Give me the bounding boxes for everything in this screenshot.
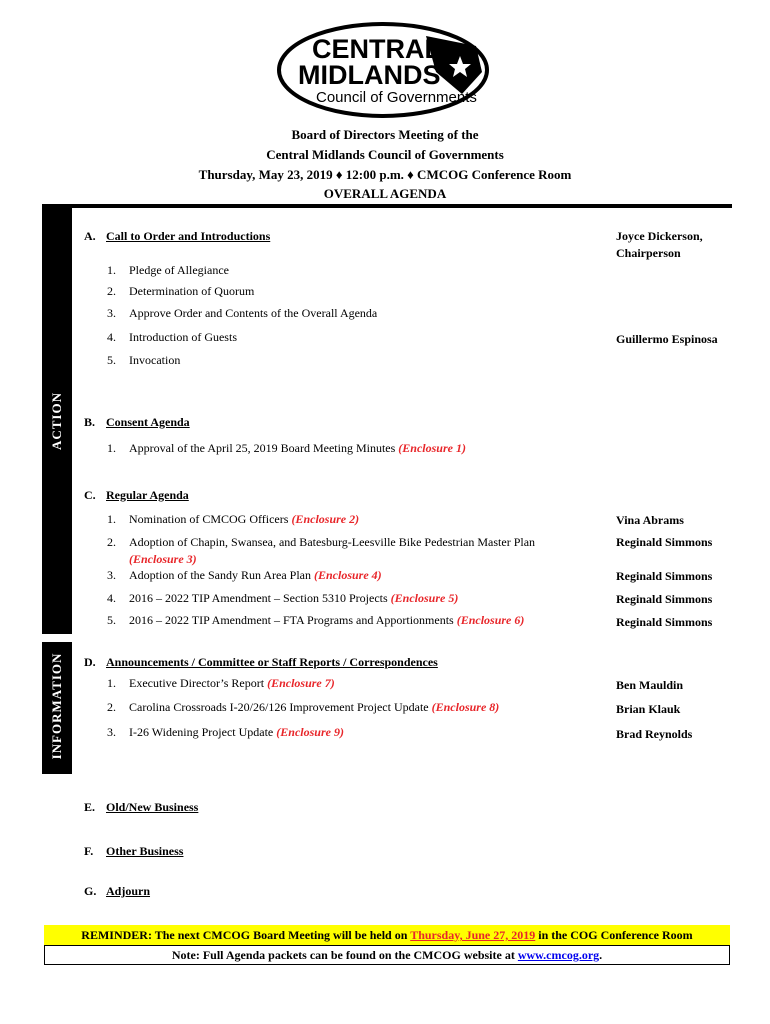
enclosure-link[interactable]: (Enclosure 2) — [291, 512, 360, 526]
list-item: 1. Approval of the April 25, 2019 Board Meeting Minutes (Enclosure 1) — [107, 441, 466, 455]
enclosure-link[interactable]: (Enclosure 6) — [456, 613, 525, 627]
list-item: 1. Pledge of Allegiance — [107, 263, 229, 277]
presenter-name: Ben Mauldin — [616, 678, 684, 692]
section-b-title: Consent Agenda — [106, 415, 190, 429]
presenter-name: Vina Abrams — [616, 513, 684, 527]
list-item: 4. 2016 – 2022 TIP Amendment – Section 5310 Projects (Enclosure 5) — [107, 591, 459, 605]
cmcog-logo — [276, 20, 490, 120]
website-note: Note: Full Agenda packets can be found on the CMCOG website at www.cmcog.org. — [44, 945, 730, 965]
list-item: 1. Nomination of CMCOG Officers (Enclosure 2) — [107, 512, 360, 526]
list-item: 2. Adoption of Chapin, Swansea, and Batesburg-Leesville Bike Pedestrian Master Plan (Enclosure 3) — [107, 535, 536, 566]
action-label: ACTION — [49, 392, 64, 451]
enclosure-link[interactable]: (Enclosure 7) — [267, 676, 335, 690]
section-f-title: Other Business — [106, 844, 184, 858]
presenter-name: Brad Reynolds — [616, 727, 693, 741]
section-a-heading: A. Call to Order and Introductions — [84, 229, 271, 243]
action-sidebar — [42, 208, 72, 634]
header-line3: Thursday, May 23, 2019 ♦ 12:00 p.m. ♦ CMCOG Conference Room — [198, 167, 572, 182]
section-g-title: Adjourn — [106, 884, 151, 898]
section-d-title: Announcements / Committee or Staff Reports / Correspondences — [106, 655, 438, 669]
section-a-title: Call to Order and Introductions — [106, 229, 271, 243]
reminder-date: Thursday, June 27, 2019 — [410, 928, 536, 942]
reminder-banner: REMINDER: The next CMCOG Board Meeting will be held on Thursday, June 27, 2019 in the COG Conference Room — [44, 925, 730, 945]
information-label: INFORMATION — [49, 652, 64, 760]
section-c-heading: C. Regular Agenda — [84, 488, 189, 502]
section-f-heading: F. Other Business — [84, 844, 184, 858]
section-c-title: Regular Agenda — [106, 488, 189, 502]
logo-line2: MIDLANDS — [298, 60, 441, 90]
enclosure-link[interactable]: (Enclosure 5) — [390, 591, 459, 605]
list-item: 3. Approve Order and Contents of the Overall Agenda — [107, 306, 378, 320]
enclosure-link[interactable]: (Enclosure 4) — [313, 568, 382, 582]
information-sidebar — [42, 642, 72, 774]
enclosure-link[interactable]: (Enclosure 3) — [129, 552, 197, 566]
list-item: 2. Determination of Quorum — [107, 284, 255, 298]
section-a-presenter: Joyce Dickerson, Chairperson — [616, 229, 703, 260]
list-item: 5. Invocation — [107, 353, 181, 367]
header-line1: Board of Directors Meeting of the — [291, 127, 479, 142]
section-e-title: Old/New Business — [106, 800, 199, 814]
section-d-heading: D. Announcements / Committee or Staff Reports / Correspondences — [84, 655, 438, 669]
list-item: 3. I-26 Widening Project Update (Enclosure 9) — [107, 725, 344, 739]
presenter-name: Brian Klauk — [616, 702, 681, 716]
logo-line3: Council of Governments — [316, 89, 477, 106]
list-item: 1. Executive Director’s Report (Enclosure 7) — [107, 676, 335, 690]
list-item: 2. Carolina Crossroads I-20/26/126 Improvement Project Update (Enclosure 8) — [107, 700, 500, 714]
logo-line1: CENTRAL — [312, 34, 441, 64]
list-item: 5. 2016 – 2022 TIP Amendment – FTA Programs and Apportionments (Enclosure 6) — [107, 613, 525, 627]
presenter-name: Reginald Simmons — [616, 535, 713, 549]
header-line4: OVERALL AGENDA — [323, 186, 447, 201]
enclosure-link[interactable]: (Enclosure 1) — [398, 441, 466, 455]
list-item: 4. Introduction of Guests — [107, 330, 237, 344]
website-link[interactable]: www.cmcog.org — [517, 948, 600, 962]
presenter-name: Reginald Simmons — [616, 569, 713, 583]
presenter-name: Reginald Simmons — [616, 615, 713, 629]
section-e-heading: E. Old/New Business — [84, 800, 199, 814]
list-item: 3. Adoption of the Sandy Run Area Plan (Enclosure 4) — [107, 568, 382, 582]
presenter-name: Guillermo Espinosa — [616, 332, 718, 346]
header-rule — [42, 204, 732, 208]
presenter-name: Reginald Simmons — [616, 592, 713, 606]
enclosure-link[interactable]: (Enclosure 8) — [431, 700, 500, 714]
section-b-heading: B. Consent Agenda — [84, 415, 190, 429]
header-line2: Central Midlands Council of Governments — [266, 147, 504, 162]
enclosure-link[interactable]: (Enclosure 9) — [276, 725, 344, 739]
section-g-heading: G. Adjourn — [84, 884, 151, 898]
